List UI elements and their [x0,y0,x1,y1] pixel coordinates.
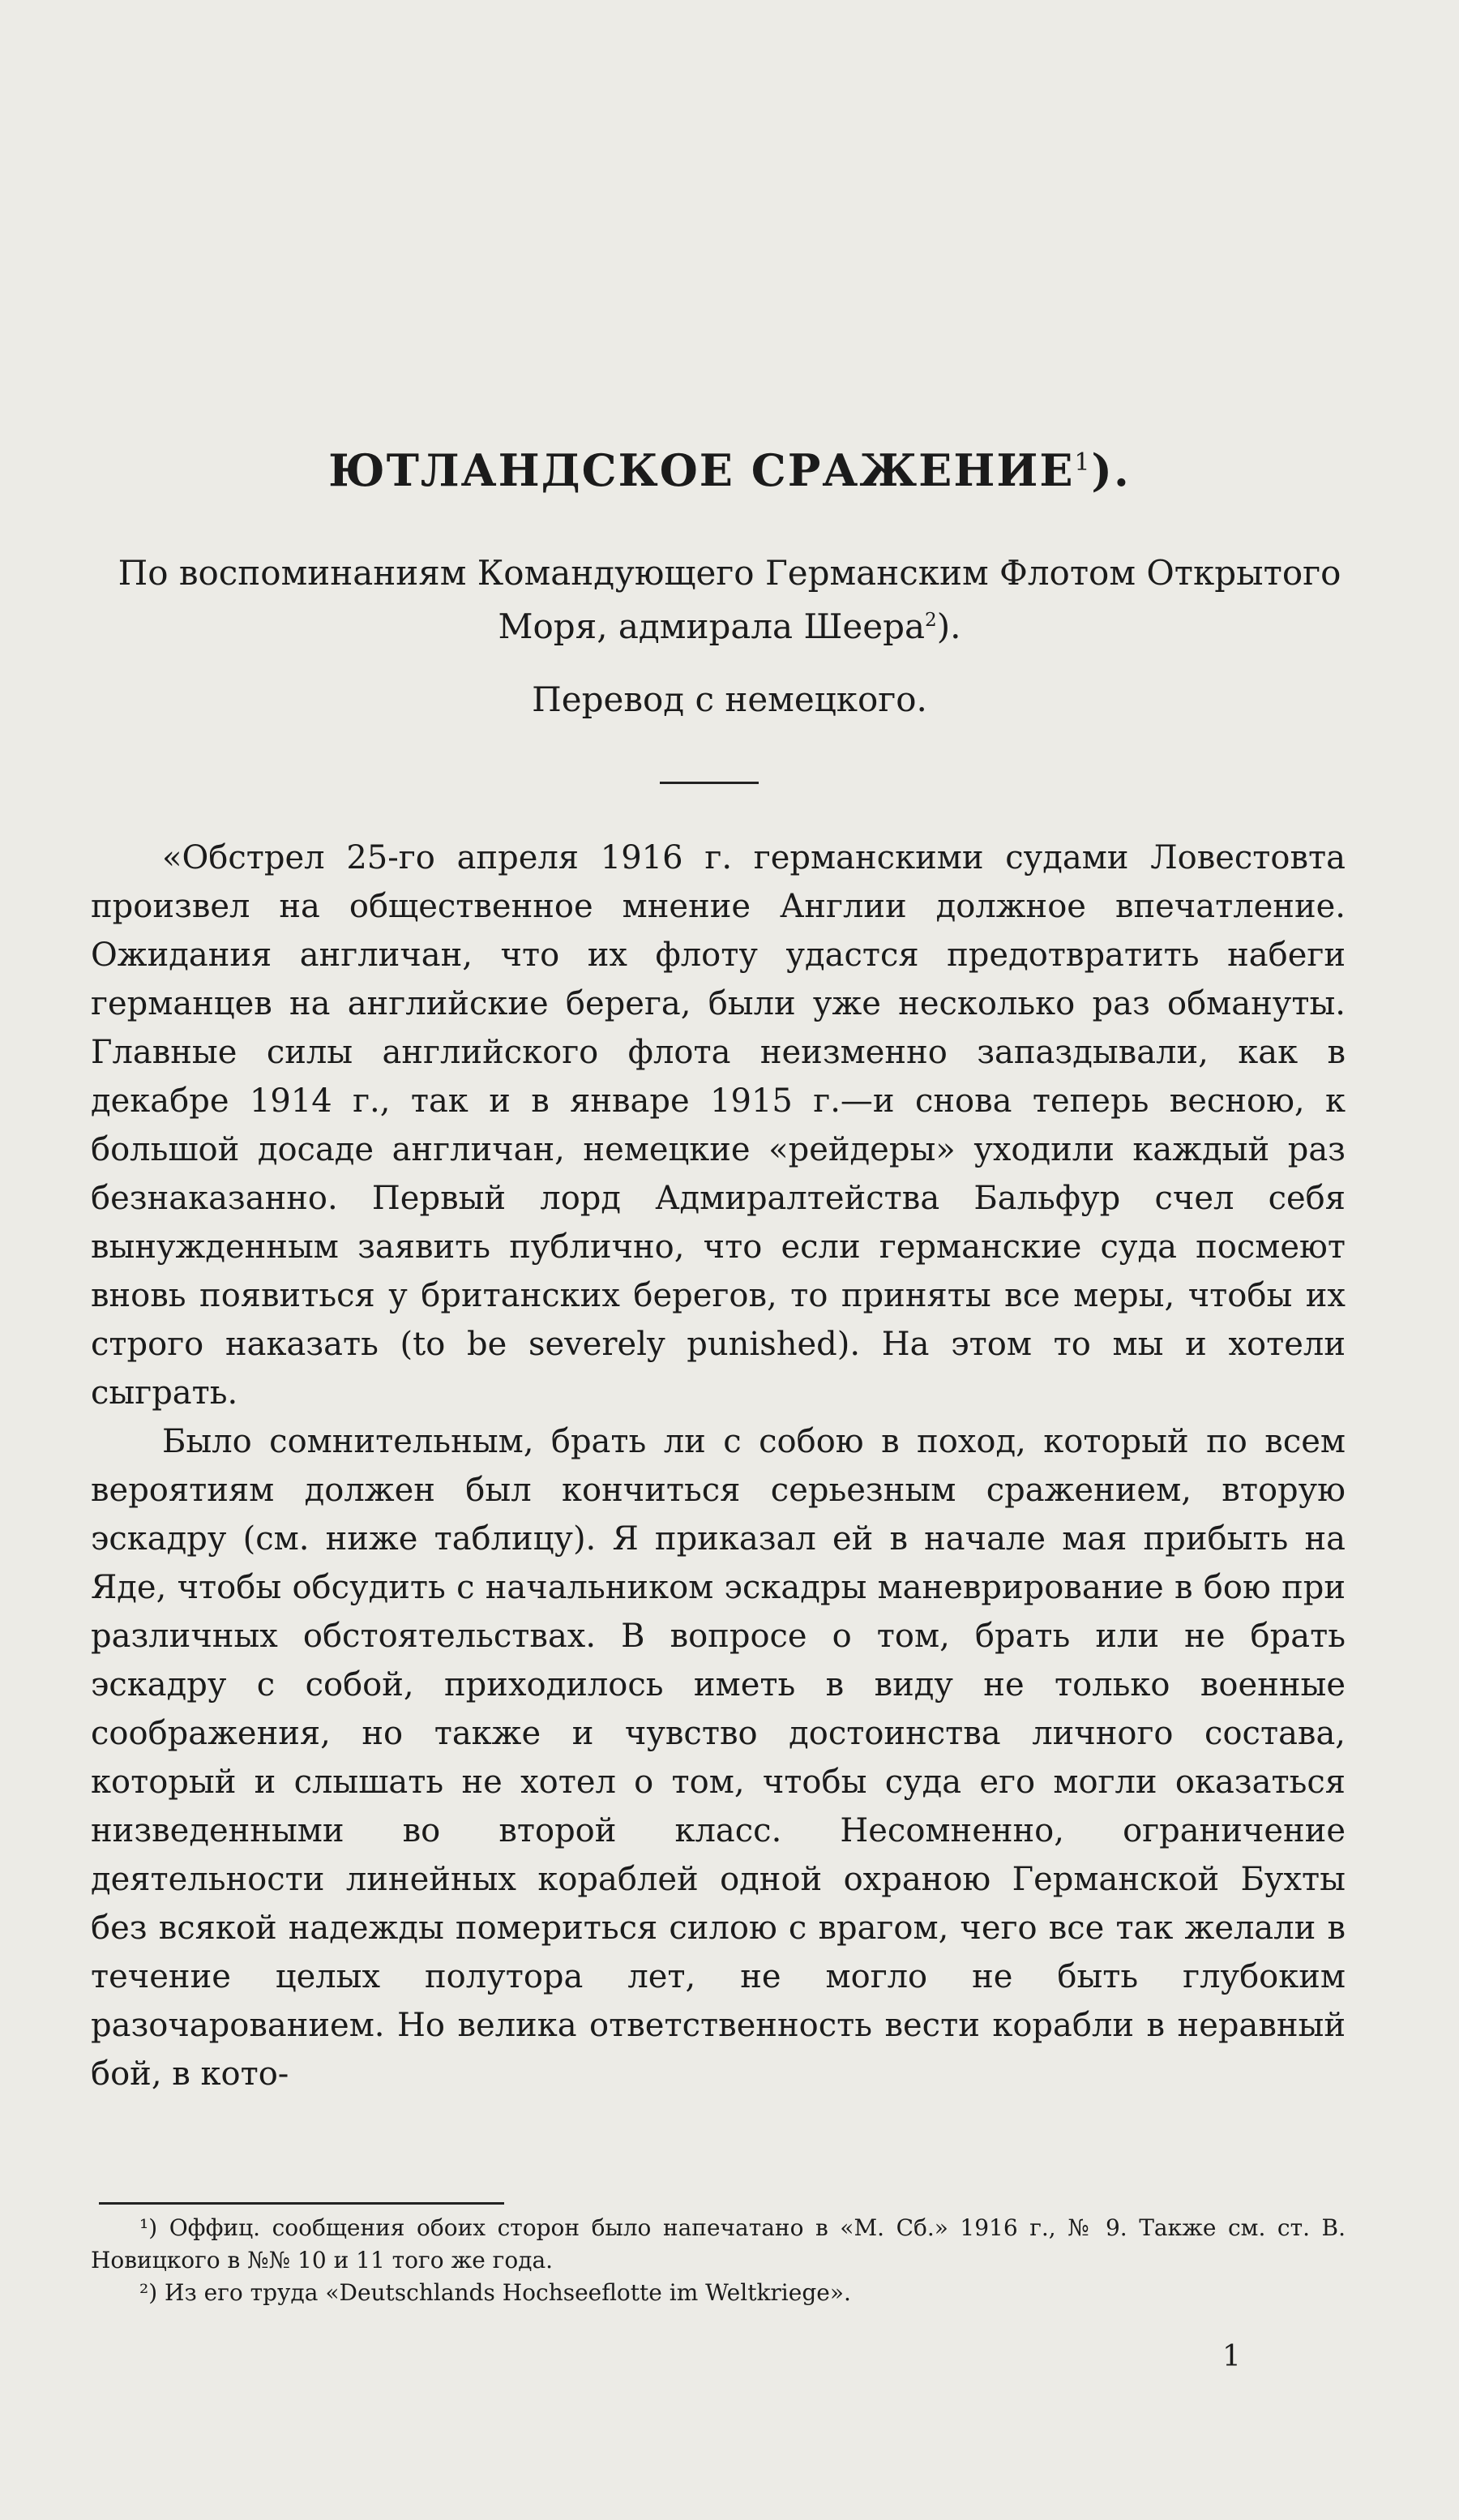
subtitle-line-2-text: Моря, адмирала Шеера [498,606,926,646]
footnote-divider [99,2202,504,2205]
title-text: ЮТЛАНДСКОЕ СРАЖЕНИЕ [328,444,1075,496]
footnotes [91,2212,1346,2309]
subtitle-footnote-marker: 2 [925,610,937,631]
translation-note: Перевод с немецкого. [532,679,927,719]
title-closing: ). [1091,444,1131,496]
subtitle-line-1: По воспоминаниям Командующего Германским Флотом Открытого [118,553,1341,593]
page-title [0,444,1459,496]
paragraph: Было сомнительным, брать ли с собою в поход, который по всем вероятиям должен был кончиться серьезным сражением, вторую эскадру (см. ниже таблицу). Я приказал ей в начале мая прибыть на Яде, чтобы обсудить с начальником эскадры маневрирование в бою при различных обстоятельствах. В вопросе о том, брать или не брать эскадру с собой, приходилось иметь в виду не только военные соображения, но также и чувство достоинства личного состава, который и слышать не хотел о том, чтобы суда его могли оказаться низведенными во второй класс. Несомненно, ограничение деятельности линейных кораблей одной охраною Германской Бухты без всякой надежды помериться силою с врагом, чего все так желали в течение целых полутора лет, не могло не быть глубоким разочарованием. Но велика ответственность вести корабли в неравный бой, в кото- [91,1423,1346,2093]
subtitle-line-2 [0,606,1459,646]
subtitle-line-2-closing: ). [936,606,961,646]
footnote: ²) Из его труда «Deutschlands Hochseeflotte im Weltkriege». [139,2279,851,2306]
body-text [91,834,1346,2098]
footnote: ¹) Оффиц. сообщения обоих сторон было напечатано в «М. Сб.» 1916 г., № 9. Также см. ст. В. Новицкого в №№ 10 и 11 того же года. [91,2214,1346,2274]
title-footnote-marker: 1 [1074,448,1092,477]
page-number: 1 [1222,2340,1241,2373]
title-divider [660,782,759,784]
paragraph: «Обстрел 25-го апреля 1916 г. германскими судами Ловестовта произвел на общественное мнение Англии должное впечатление. Ожидания англичан, что их флоту удастся предотвратить набеги германцев на английские берега, были уже несколько раз обмануты. Главные силы английского флота неизменно запаздывали, как в декабре 1914 г., так и в январе 1915 г.—и снова теперь весною, к большой досаде англичан, немецкие «рейдеры» уходили каждый раз безнаказанно. Первый лорд Адмиралтейства Бальфур счел себя вынужденным заявить публично, что если германские суда посмеют вновь появиться у британских берегов, то приняты все меры, чтобы их строго наказать (to be severely punished). На этом то мы и хотели сыграть. [91,839,1346,1412]
